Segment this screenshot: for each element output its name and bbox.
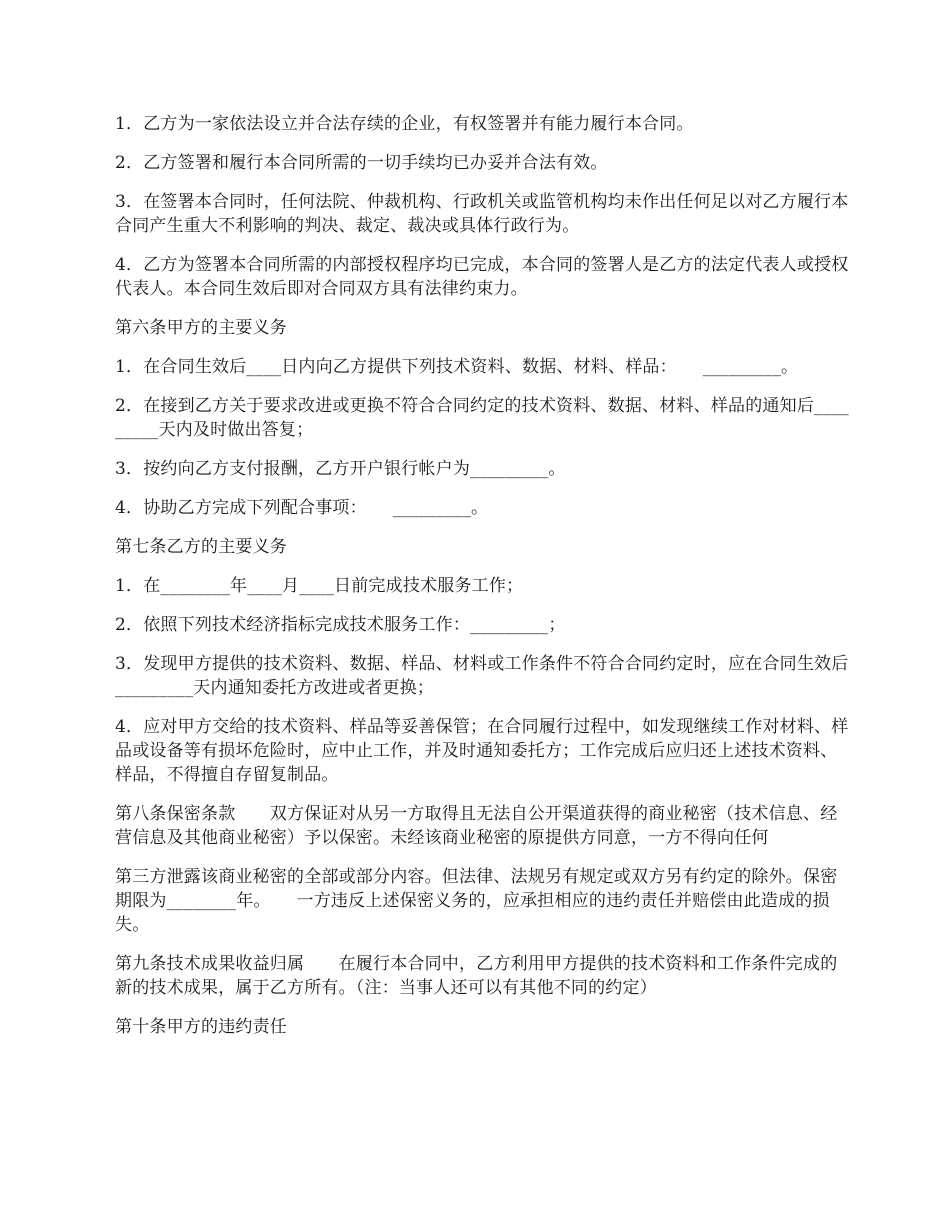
clause-paragraph: 1．乙方为一家依法设立并合法存续的企业，有权签署并有能力履行本合同。 (115, 114, 694, 134)
clause-paragraph: 2．依照下列技术经济指标完成技术服务工作：_________； (115, 615, 566, 635)
clause-paragraph: 2．在接到乙方关于要求改进或更换不符合合同约定的技术资料、数据、材料、样品的通知后_________天内及时做出答复； (115, 396, 849, 440)
clause-paragraph: 3．在签署本合同时，任何法院、仲裁机构、行政机关或监管机构均未作出任何足以对乙方履行本合同产生重大不利影响的判决、裁定、裁决或具体行政行为。 (115, 192, 849, 236)
clause-paragraph: 4．协助乙方完成下列配合事项： _________。 (115, 498, 489, 518)
clause-paragraph: 2．乙方签署和履行本合同所需的一切手续均已办妥并合法有效。 (115, 153, 608, 173)
clause-paragraph: 4．乙方为签署本合同所需的内部授权程序均已完成，本合同的签署人是乙方的法定代表人或授权代表人。本合同生效后即对合同双方具有法律约束力。 (115, 255, 849, 299)
clause-paragraph: 3．按约向乙方支付报酬，乙方开户银行帐户为_________。 (115, 459, 566, 479)
clause-paragraph: 1．在________年____月____日前完成技术服务工作； (115, 576, 524, 596)
article-paragraph: 第八条保密条款 双方保证对从另一方取得且无法自公开渠道获得的商业秘密（技术信息、经营信息及其他商业秘密）予以保密。未经该商业秘密的原提供方同意，一方不得向任何 (115, 804, 838, 848)
article-heading: 第六条甲方的主要义务 (115, 318, 287, 338)
article-heading: 第七条乙方的主要义务 (115, 537, 287, 557)
article-paragraph: 第三方泄露该商业秘密的全部或部分内容。但法律、法规另有规定或双方另有约定的除外。保密期限为________年。 一方违反上述保密义务的，应承担相应的违约责任并赔偿由此造成的损失。 (115, 867, 838, 935)
clause-paragraph: 4．应对甲方交给的技术资料、样品等妥善保管；在合同履行过程中，如发现继续工作对材料、样品或设备等有损坏危险时，应中止工作，并及时通知委托方；工作完成后应归还上述技术资料、样品，不得擅自存留复制品。 (115, 717, 849, 785)
document-page (115, 112, 850, 1054)
clause-paragraph: 3．发现甲方提供的技术资料、数据、样品、材料或工作条件不符合合同约定时，应在合同生效后_________天内通知委托方改进或者更换； (115, 654, 849, 698)
clause-paragraph: 1．在合同生效后____日内向乙方提供下列技术资料、数据、材料、样品： _________。 (115, 357, 799, 377)
article-paragraph: 第九条技术成果收益归属 在履行本合同中，乙方利用甲方提供的技术资料和工作条件完成的新的技术成果，属于乙方所有。（注：当事人还可以有其他不同的约定） (115, 954, 838, 998)
article-heading: 第十条甲方的违约责任 (115, 1017, 287, 1037)
